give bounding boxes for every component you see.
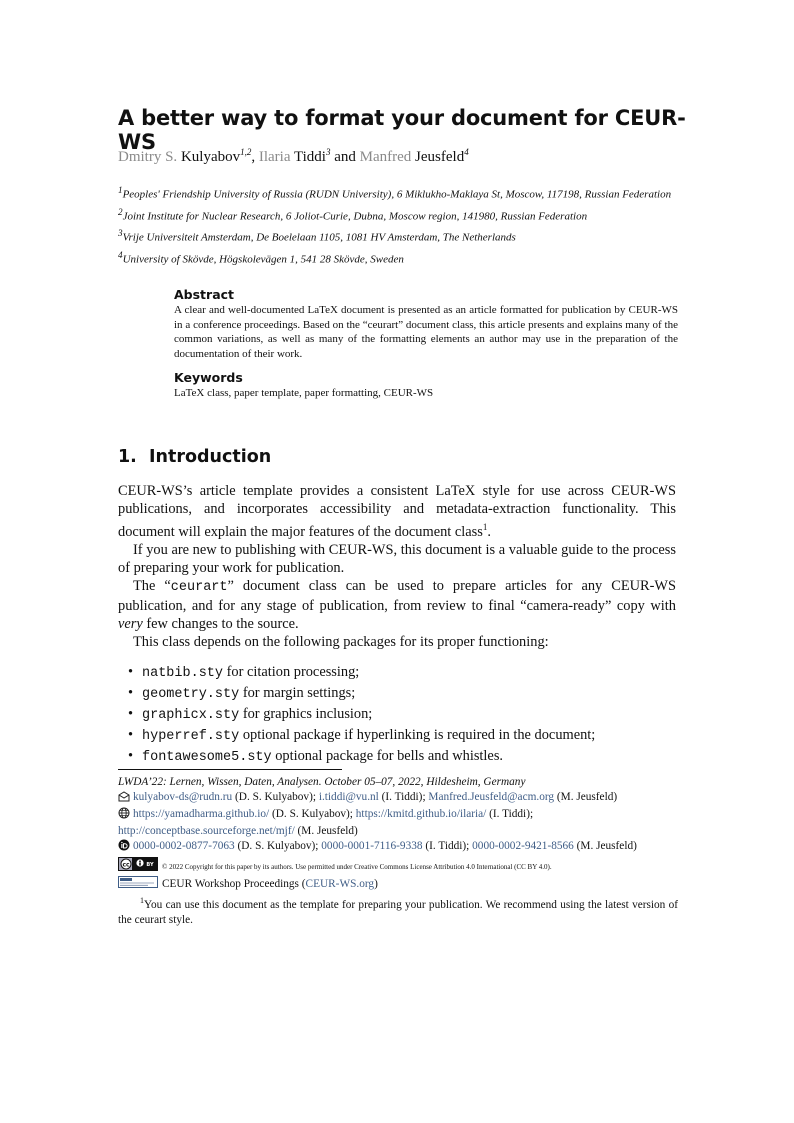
paragraph: If you are new to publishing with CEUR-WS, this document is a valuable guide to the process of preparing your work for publication. — [118, 541, 676, 576]
copyright-line: cc BY © 2022 Copyright for this paper by its authors. Use permitted under Creative Commons License Attribution 4.0 International (CC BY 4.0). — [118, 857, 678, 876]
section-heading: 1. Introduction — [118, 447, 272, 467]
cc-by-logo — [118, 857, 158, 876]
footnote: $^1$You can use this document as the template for preparing your publication. We recommend using the latest version of the ceurart style. — [118, 896, 678, 926]
affiliations — [118, 182, 678, 269]
paragraph: This class depends on the following packages for its proper functioning: — [133, 633, 549, 650]
conference-line: LWDA’22: Lernen, Wissen, Daten, Analysen. October 05–07, 2022, Hildesheim, Germany — [118, 776, 526, 788]
paragraph: The “ceurart” document class can be used to prepare articles for any CEUR-WS publication, and for any stage of publication, from review to final “camera-ready” copy with very few changes to the source. — [118, 577, 677, 632]
footnote-ref[interactable]: 1 — [482, 522, 488, 532]
author: Dmitry S. Kulyabov$^{1,2}$, — [118, 147, 259, 165]
paragraph: CEUR-WS’s article template provides a consistent LaTeX style for use across CEUR-WS publications, and incorporates accessibility and metadata-extraction functionality. This document will explain the major features of the document class$^1$. — [118, 483, 676, 540]
abstract-heading: Abstract — [174, 287, 235, 302]
package-list — [118, 663, 676, 767]
ceur-ws-link[interactable]: CEUR-WS.org — [305, 878, 375, 891]
author-list — [118, 147, 469, 166]
email-link[interactable]: kulyabov-ds@rudn.ru — [133, 791, 233, 803]
orcid-link[interactable]: 0000-0002-0877-7063 — [133, 840, 235, 852]
keywords-heading: Keywords — [174, 370, 243, 385]
svg-text:BY: BY — [146, 862, 154, 868]
list-item: • graphicx.sty for graphics inclusion; — [128, 705, 373, 723]
homepage-link[interactable]: https://kmitd.github.io/ilaria/ — [355, 808, 487, 820]
ceur-logo — [118, 876, 158, 893]
affiliation: $^3$Vrije Universiteit Amsterdam, De Boelelaan 1105, 1081 HV Amsterdam, The Netherlands — [118, 228, 516, 244]
homepage-link[interactable]: http://conceptbase.sourceforge.net/mjf/ — [118, 825, 295, 837]
keywords-text: LaTeX class, paper template, paper formatting, CEUR-WS — [174, 387, 434, 399]
homepage-link[interactable]: https://yamadharma.github.io/ — [133, 808, 270, 820]
svg-text:cc: cc — [122, 861, 130, 869]
list-item: • geometry.sty for margin settings; — [128, 684, 356, 702]
email-link[interactable]: i.tiddi@vu.nl — [318, 791, 379, 803]
abstract-text: A clear and well-documented LaTeX document is presented as an article formatted for publication by CEUR-WS in a conference proceedings. Based on the “ceurart” document class, this article presents and explains many of the common variations, as well as many of the formatting elements an author may use in the preparation of the documentation of their work. — [174, 304, 678, 360]
orcid-link[interactable]: 0000-0001-7116-9338 — [321, 840, 423, 852]
email-line: kulyabov-ds@rudn.ru (D. S. Kulyabov); i.tiddi@vu.nl (I. Tiddi); Manfred.Jeusfeld@acm.org (M. Jeusfeld) — [118, 790, 678, 807]
email-link[interactable]: Manfred.Jeusfeld@acm.org — [428, 791, 555, 803]
ceur-line: CEUR Workshop Proceedings (CEUR-WS.org) — [118, 876, 678, 893]
footnotes — [118, 775, 678, 928]
paper-title: A better way to format your document for CEUR-WS — [118, 106, 686, 154]
url-line: http://conceptbase.sourceforge.net/mjf/ (M. Jeusfeld) — [118, 825, 358, 837]
url-line: https://yamadharma.github.io/ (D. S. Kulyabov); https://kmitd.github.io/ilaria/ (I. Tiddi); — [118, 807, 678, 824]
author: Ilaria Tiddi$^3$ and — [258, 147, 360, 165]
section-body — [118, 482, 676, 768]
envelope-icon — [118, 791, 130, 807]
orcid-line: 0000-0002-0877-7063 (D. S. Kulyabov); 0000-0001-7116-9338 (I. Tiddi); 0000-0002-9421-8566 (M. Jeusfeld) — [118, 839, 678, 856]
globe-icon — [118, 807, 130, 824]
author: Manfred Jeusfeld$^4$ — [359, 147, 469, 165]
affiliation: $^1$Peoples' Friendship University of Russia (RUDN University), 6 Miklukho-Maklaya St, Moscow, 117198, Russian Federation — [118, 185, 672, 201]
orcid-link[interactable]: 0000-0002-9421-8566 — [472, 840, 574, 852]
orcid-icon — [118, 839, 130, 856]
footnote-mark: 1 — [140, 896, 144, 905]
list-item: • hyperref.sty optional package if hyperlinking is required in the document; — [128, 726, 596, 744]
list-item: • fontawesome5.sty optional package for bells and whistles. — [128, 747, 504, 765]
affiliation: $^4$University of Skövde, Högskolevägen 1, 541 28 Skövde, Sweden — [118, 249, 404, 266]
list-item: • natbib.sty for citation processing; — [128, 663, 360, 681]
footnote-divider — [118, 769, 342, 770]
affiliation: $^2$Joint Institute for Nuclear Research, 6 Joliot-Curie, Dubna, Moscow region, 141980, Russian Federation — [118, 206, 588, 223]
